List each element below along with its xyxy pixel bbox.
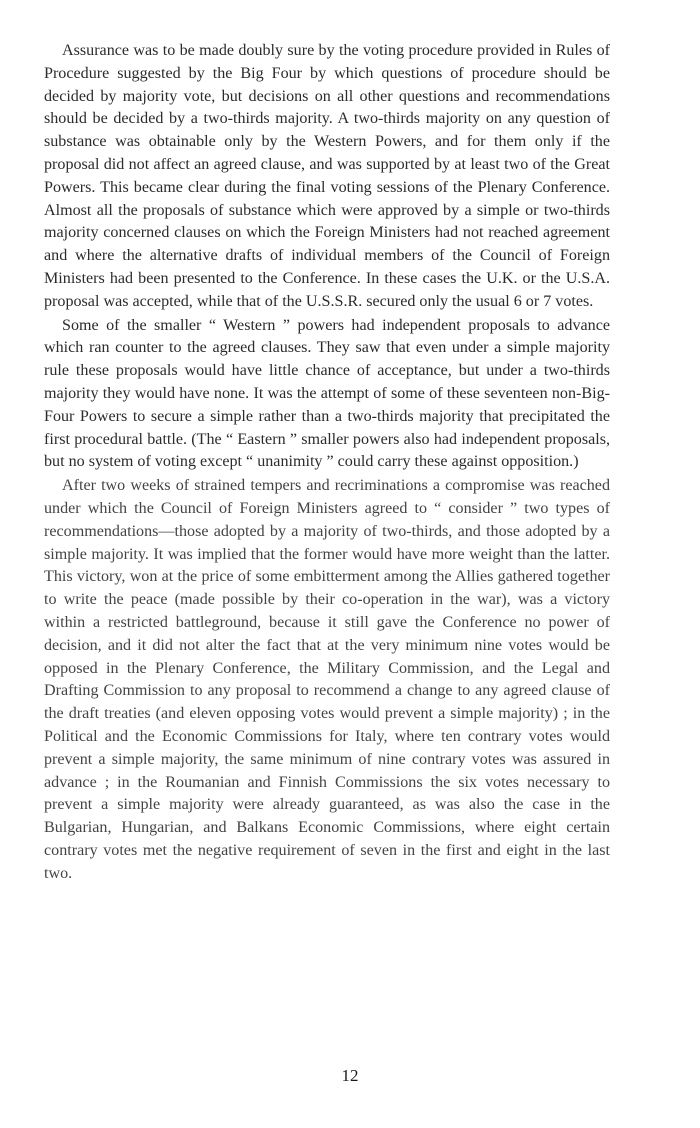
page-number: 12 (341, 1066, 359, 1085)
paragraph-voting-procedure: Assurance was to be made doubly sure by the voting procedure provided in Rules of Procedure suggested by the Big Four by which questions of procedure should be decided by majority vote, but decisions on all other questions and recommendations should be decided by a two-thirds majority. A two-thirds majority on any question of substance was obtainable only by the Western Powers, and for them only if the proposal did not affect an agreed clause, and was supported by at least two of the Great Powers. This became clear during the final voting sessions of the Plenary Conference. Almost all the proposals of substance which were approved by a simple or two-thirds majority concerned clauses on which the Foreign Ministers had not reached agreement and where the alternative drafts of individual members of the Council of Foreign Ministers had been presented to the Conference. In these cases the U.K. or the U.S.A. proposal was accepted, while that of the U.S.S.R. secured only the usual 6 or 7 votes. (44, 42, 610, 310)
paragraph-compromise: After two weeks of strained tempers and recriminations a compromise was reached under which the Council of Foreign Ministers agreed to “ consider ” two types of recommendations—those adopted by a majority of two-thirds, and those adopted by a simple majority. It was implied that the former would have more weight than the latter. This victory, won at the price of some embitterment among the Allies gathered together to write the peace (made possible by their co-operation in the war), was a victory within a restricted battleground, because it still gave the Conference no power of decision, and it did not alter the fact that at the very minimum nine votes would be opposed in the Plenary Conference, the Military Commission, and the Legal and Drafting Commission to any proposal to recommend a change to any agreed clause of the draft treaties (and eleven opposing votes would prevent a simple majority) ; in the Political and the Economic Commissions for Italy, where ten contrary votes would prevent a simple majority, the same minimum of nine contrary votes was assured in advance ; in the Roumanian and Finnish Commissions the six votes necessary to prevent a simple majority were already guaranteed, as was also the case in the Bulgarian, Hungarian, and Balkans Economic Commissions, where eight certain contrary votes met the negative requirement of seven in the first and eight in the last two. (44, 477, 610, 882)
paragraph-smaller-powers: Some of the smaller “ Western ” powers had independent proposals to advance which ran counter to the agreed clauses. They saw that even under a simple majority rule these proposals would have little chance of acceptance, but under a two-thirds majority they would have none. It was the attempt of some of these seventeen non-Big-Four Powers to secure a simple rather than a two-thirds majority that precipitated the first procedural battle. (The “ Eastern ” smaller powers also had independent proposals, but no system of voting except “ unanimity ” could carry these against opposition.) (44, 316, 610, 471)
document-page (44, 40, 610, 885)
